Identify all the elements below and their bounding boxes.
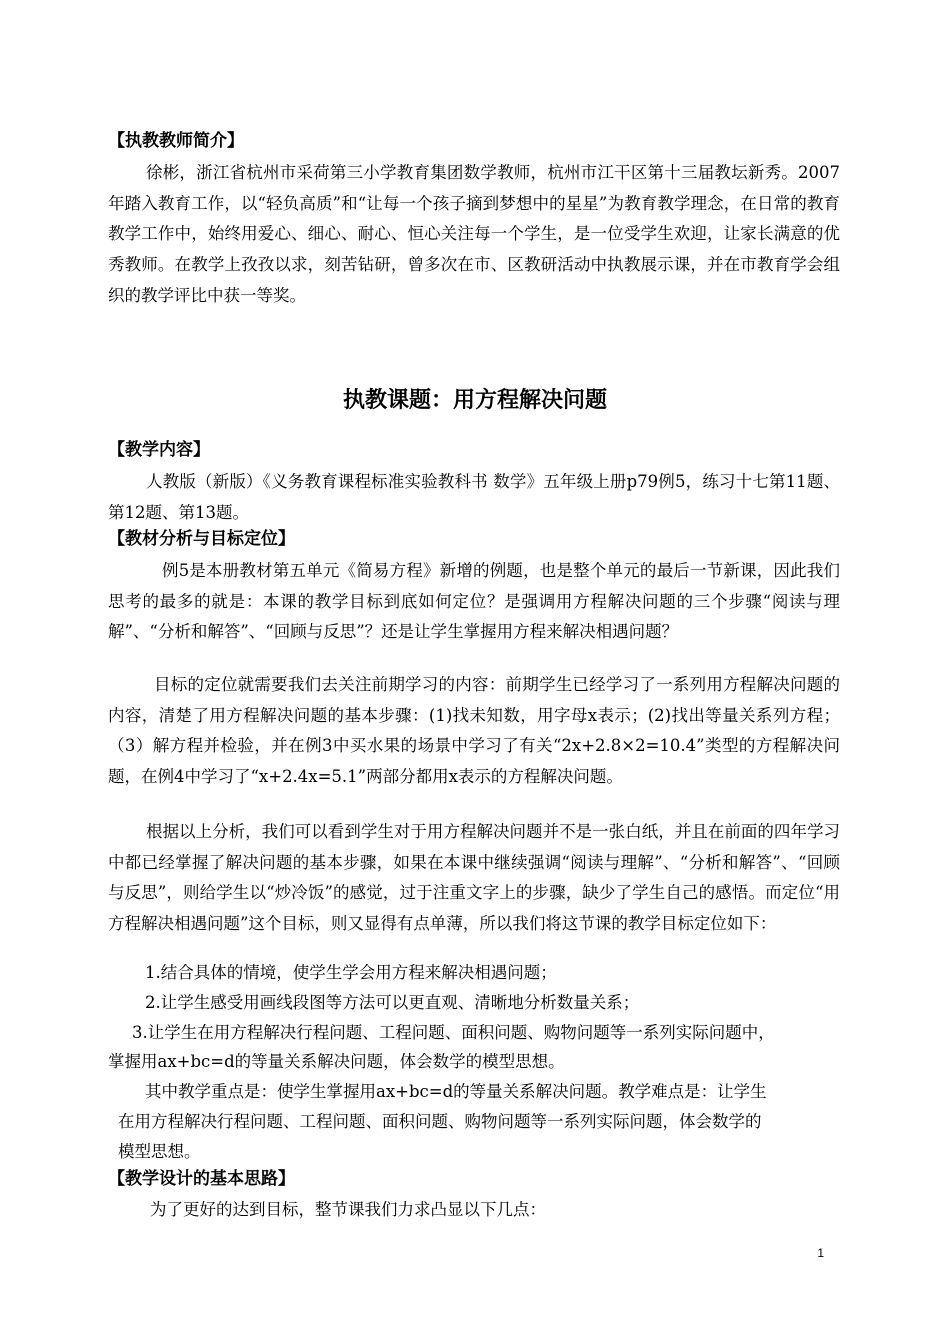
- content-paragraph: 人教版（新版）《义务教育课程标准实验教科书 数学》五年级上册p79例5，练习十七第11题、第12题、第13题。: [108, 472, 840, 522]
- content-heading: 【教学内容】: [108, 440, 210, 460]
- intro-heading: 【执教教师简介】: [108, 131, 244, 151]
- key-point-line-2: 在用方程解决行程问题、工程问题、面积问题、购物问题等一系列实际问题，体会数学的: [118, 1112, 762, 1131]
- analysis-paragraph-3: 根据以上分析，我们可以看到学生对于用方程解决问题并不是一张白纸，并且在前面的四年学习中都已经掌握了解决问题的基本步骤，如果在本课中继续强调“阅读与理解”、“分析和解答”、“回顾与反思”，则给学生以“炒冷饭”的感觉，过于注重文字上的步骤，缺少了学生自己的感悟。而定位“用方程解决相遇问题”这个目标，则又显得有点单薄，所以我们将这节课的教学目标定位如下：: [108, 822, 840, 934]
- design-paragraph: 为了更好的达到目标，整节课我们力求凸显以下几点：: [150, 1200, 546, 1219]
- page-number: 1: [817, 1246, 824, 1260]
- key-point-line-1: 其中教学重点是：使学生掌握用ax+bc=d的等量关系解决问题。教学难点是：让学生: [145, 1082, 767, 1101]
- analysis-paragraph-2: 目标的定位就需要我们去关注前期学习的内容：前期学生已经学习了一系列用方程解决问题的内容，清楚了用方程解决问题的基本步骤：(1)找未知数，用字母x表示；(2)找出等量关系列方程；（3）解方程并检验，并在例3中买水果的场景中学习了有关“2x+2.8×2=10.4”类型的方程解决问题，在例4中学习了“x+2.4x=5.1”两部分都用x表示的方程解决问题。: [108, 675, 840, 787]
- page-title: 执教课题：用方程解决问题: [342, 388, 607, 413]
- goal-item-3-line-2: 掌握用ax+bc=d的等量关系解决问题，体会数学的模型思想。: [108, 1052, 565, 1071]
- intro-paragraph: 徐彬，浙江省杭州市采荷第三小学教育集团数学教师，杭州市江干区第十三届教坛新秀。2007年踏入教育工作，以“轻负高质”和“让每一个孩子摘到梦想中的星星”为教育教学理念，在日常的教育教学工作中，始终用爱心、细心、耐心、恒心关注每一个学生，是一位受学生欢迎，让家长满意的优秀教师。在教学上孜孜以求，刻苦钻研，曾多次在市、区教研活动中执教展示课，并在市教育学会组织的教学评比中获一等奖。: [108, 163, 840, 305]
- analysis-paragraph-1: 例5是本册教材第五单元《简易方程》新增的例题，也是整个单元的最后一节新课，因此我们思考的最多的就是：本课的教学目标到底如何定位？是强调用方程解决问题的三个步骤“阅读与理解”、“分析和解答”、“回顾与反思”？还是让学生掌握用方程来解决相遇问题？: [108, 561, 840, 642]
- goal-item-1: 1.结合具体的情境，使学生学会用方程来解决相遇问题；: [145, 963, 557, 982]
- key-point-line-3: 模型思想。: [118, 1142, 201, 1161]
- analysis-heading: 【教材分析与目标定位】: [108, 529, 295, 549]
- goal-item-3-line-1: 3.让学生在用方程解决行程问题、工程问题、面积问题、购物问题等一系列实际问题中，: [132, 1023, 775, 1042]
- design-heading: 【教学设计的基本思路】: [108, 1169, 295, 1189]
- goal-item-2: 2.让学生感受用画线段图等方法可以更直观、清晰地分析数量关系；: [145, 993, 640, 1012]
